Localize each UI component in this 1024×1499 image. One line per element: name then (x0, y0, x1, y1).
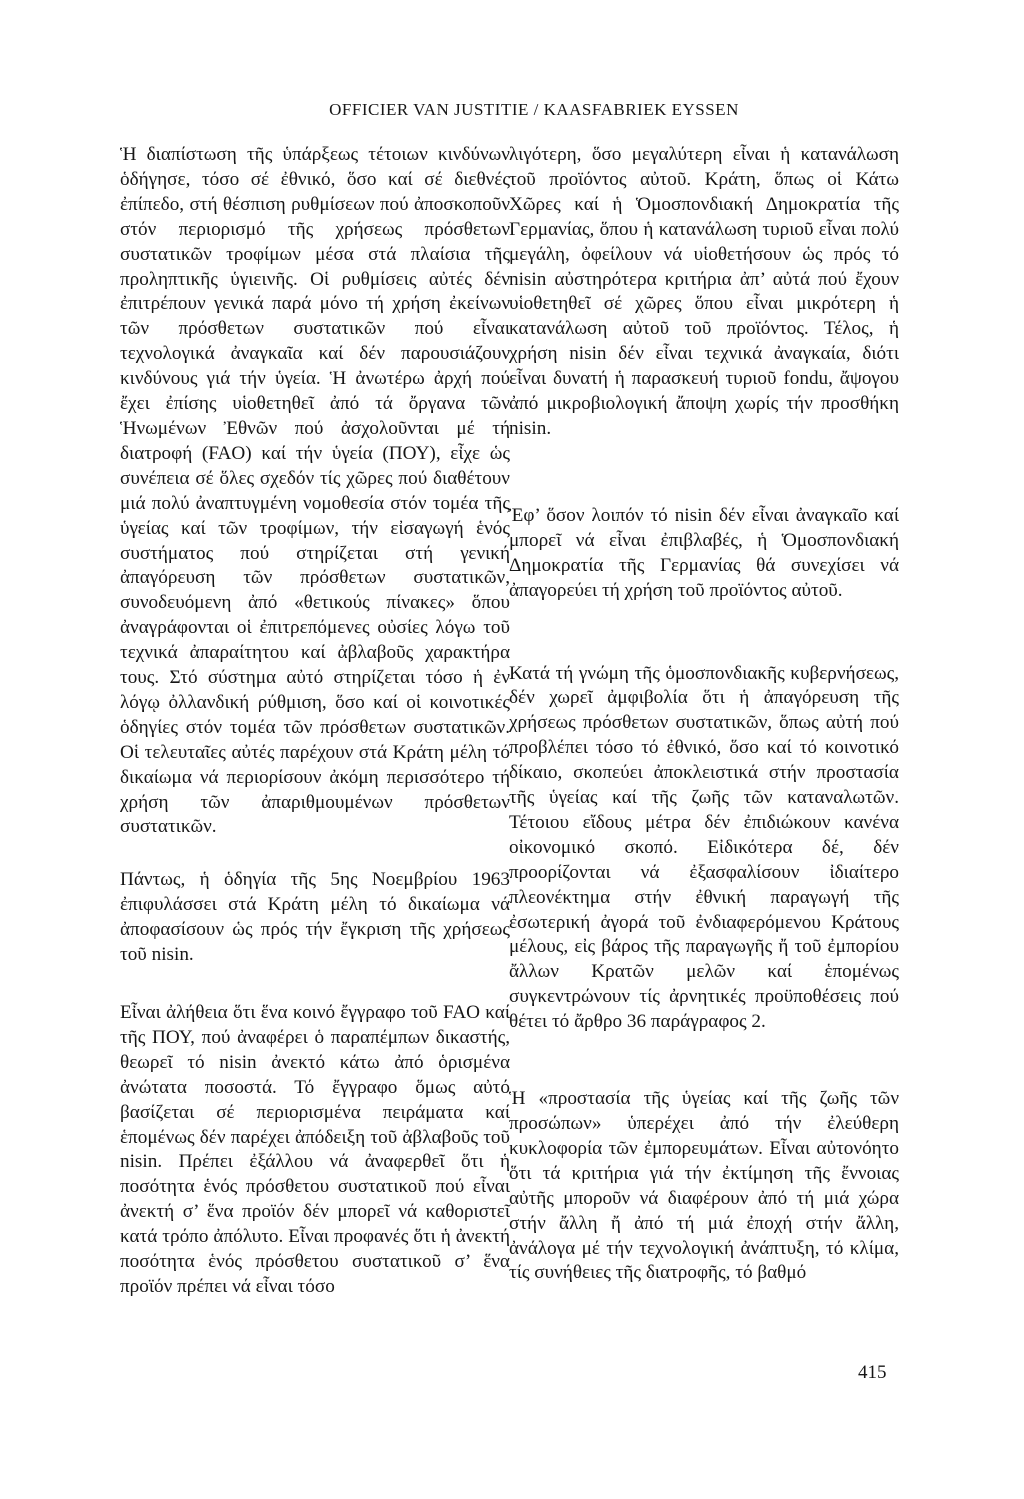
paragraph-health-protection: Ἡ «προστασία τῆς ὑγείας καί τῆς ζωῆς τῶν προσώπων» ὑπερέχει ἀπό τήν ἐλεύθερη κυκλοφορία τῶν ἐμπορευμάτων. Εἶναι αὐτονόητο ὅτι τά κριτήρια γιά τήν ἐκτίμηση τῆς ἔννοιας αὐτῆς μποροῦν νά διαφέρουν ἀπό τή μιά χώρα στήν ἄλλη ἤ ἀπό τή μιά ἐποχή στήν ἄλλη, ἀνάλογα μέ τήν τεχνολογική ἀνάπτυξη, τό κλίμα, τίς συνήθειες τῆς διατροφῆς, τό βαθμό (509, 1088, 899, 1284)
page-number: 415 (858, 1362, 887, 1383)
paragraph-hazard-regulation: Ἡ διαπίστωση τῆς ὑπάρξεως τέτοιων κινδύνων ὁδήγησε, τόσο σέ ἐθνικό, ὅσο καί σέ διεθνές ἐπίπεδο, στή θέσπιση ρυθμίσεων πού ἀποσκοποῦν στόν περιορισμό τῆς χρήσεως πρόσθετων συστατικῶν τροφίμων μέσα στά πλαίσια τῆς προληπτικῆς ὑγιεινῆς. Οἱ ρυθμίσεις αὐτές δέν ἐπιτρέπουν γενικά παρά μόνο τή χρήση ἐκείνων τῶν πρόσθετων συστατικῶν πού εἶναι τεχνολογικά ἀναγκαῖα καί δέν παρουσιάζουν κινδύνους γιά τήν ὑγεία. Ἡ ἀνωτέρω ἀρχή πού ἔχει ἐπίσης υἱοθετηθεῖ ἀπό τά ὄργανα τῶν Ἡνωμένων Ἐθνῶν πού ἀσχολοῦνται μέ τή διατροφή (FAO) καί τήν ὑγεία (ΠΟΥ), εἶχε ὡς συνέπεια σέ ὅλες σχεδόν τίς χῶρες πού διαθέτουν μιά πολύ ἀναπτυγμένη νομοθεσία στόν τομέα τῆς ὑγείας καί τῶν τροφίμων, τήν εἰσαγωγή ἑνός συστήματος πού στηρίζεται στή γενική ἀπαγόρευση τῶν πρόσθετων συστατικῶν, συνοδευόμενη ἀπό «θετικούς πίνακες» ὅπου ἀναγράφονται οἱ ἐπιτρεπόμενες οὐσίες λόγω τοῦ τεχνικά ἀπαραίτητου καί ἀβλαβοῦς χαρακτήρα τους. Στό σύστημα αὐτό στηρίζεται τόσο ἡ ἐν λόγῳ ὀλλανδική ρύθμιση, ὅσο καί οἱ κοινοτικές ὁδηγίες στόν τομέα τῶν πρόσθετων συστατικῶν. Οἱ τελευταῖες αὐτές παρέχουν στά Κράτη μέλη τό δικαίωμα νά περιορίσουν ἀκόμη περισσότερο τή χρήση τῶν ἀπαριθμουμένων πρόσθετων συστατικῶν. (120, 144, 510, 838)
paragraph-government-opinion: Κατά τή γνώμη τῆς ὁμοσπονδιακῆς κυβερνήσεως, δέν χωρεῖ ἀμφιβολία ὅτι ἡ ἀπαγόρευση τῆς χρήσεως πρόσθετων συστατικῶν, ὅπως αὐτή πού προβλέπει τόσο τό ἐθνικό, ὅσο καί τό κοινοτικό δίκαιο, σκοπεύει ἀποκλειστικά στήν προστασία τῆς ὑγείας καί τῆς ζωῆς τῶν καταναλωτῶν. Τέτοιου εἴδους μέτρα δέν ἐπιδιώκουν κανένα οἰκονομικό σκοπό. Εἰδικότερα δέ, δέν προορίζονται νά ἐξασφαλίσουν ἰδιαίτερο πλεονέκτημα στήν ἐθνική παραγωγή τῆς ἐσωτερική ἀγορά τοῦ ἐνδιαφερόμενου Κράτους μέλους, εἰς βάρος τῆς παραγωγῆς ἤ τοῦ ἐμπορίου ἄλλων Κρατῶν μελῶν καί ἑπομένως συγκεντρώνουν τίς ἀρνητικές προϋποθέσεις πού θέτει τό ἄρθρο 36 παράγραφος 2. (509, 662, 899, 1033)
left-column (120, 143, 510, 1300)
right-column (509, 143, 899, 1286)
running-header: OFFICIER VAN JUSTITIE / KAASFABRIEK EYSSEN (329, 100, 739, 119)
paragraph-directive-1963: Πάντως, ἡ ὁδηγία τῆς 5ης Νοεμβρίου 1963 ἐπιφυλάσσει στά Κράτη μέλη τό δικαίωμα νά ἀποφασίσουν ὡς πρός τήν ἔγκριση τῆς χρήσεως τοῦ nisin. (120, 869, 510, 966)
paragraph-consumption-criteria: λιγότερη, ὅσο μεγαλύτερη εἶναι ἡ κατανάλωση τοῦ προϊόντος αὐτοῦ. Κράτη, ὅπως οἱ Κάτω Χῶρες καί ἡ Ὁμοσπονδιακή Δημοκρατία τῆς Γερμανίας, ὅπου ἡ κατανάλωση τυριοῦ εἶναι πολύ μεγάλη, ὀφείλουν νά υἱοθετήσουν ὡς πρός τό nisin αὐστηρότερα κριτήρια ἀπ’ αὐτά πού ἔχουν υἱοθετηθεῖ σέ χῶρες ὅπου εἶναι μικρότερη ἡ κατανάλωση αὐτοῦ τοῦ προϊόντος. Τέλος, ἡ χρήση nisin δέν εἶναι τεχνικά ἀναγκαία, διότι εἶναι δυνατή ἡ παρασκευή τυριοῦ fondu, ἄψογου ἀπό μικροβιολογική ἄποψη χωρίς τήν προσθήκη nisin. (509, 144, 899, 439)
paragraph-nisin-prohibition: Ἐφ’ ὅσον λοιπόν τό nisin δέν εἶναι ἀναγκαῖο καί μπορεῖ νά εἶναι ἐπιβλαβές, ἡ Ὁμοσπονδιακή Δημοκρατία τῆς Γερμανίας θά συνεχίσει νά ἀπαγορεύει τή χρήση τοῦ προϊόντος αὐτοῦ. (509, 504, 899, 601)
paragraph-fao-document: Εἶναι ἀλήθεια ὅτι ἕνα κοινό ἔγγραφο τοῦ FAO καί τῆς ΠΟΥ, πού ἀναφέρει ὁ παραπέμπων δικαστής, θεωρεῖ τό nisin ἀνεκτό κάτω ἀπό ὁρισμένα ἀνώτατα ποσοστά. Τό ἔγγραφο ὅμως αὐτό βασίζεται σέ περιορισμένα πειράματα καί ἑπομένως δέν παρέχει ἀπόδειξη τοῦ ἀβλαβοῦς τοῦ nisin. Πρέπει ἐξάλλου νά ἀναφερθεῖ ὅτι ἡ ποσότητα ἑνός πρόσθετου συστατικοῦ πού εἶναι ἀνεκτή σ’ ἕνα προϊόν δέν μπορεῖ νά καθοριστεῖ κατά τρόπο ἀπόλυτο. Εἶναι προφανές ὅτι ἡ ἀνεκτή ποσότητα ἑνός πρόσθετου συστατικοῦ σ’ ἕνα προϊόν πρέπει νά εἶναι τόσο (120, 1002, 510, 1297)
